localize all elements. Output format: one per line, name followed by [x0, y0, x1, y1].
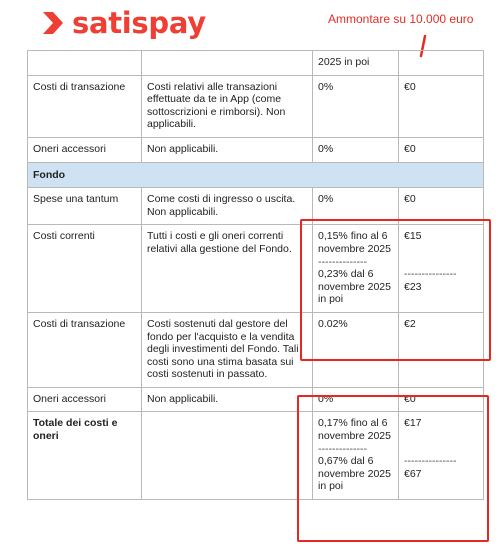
row-label: Totale dei costi e oneri [28, 412, 142, 500]
row-label: Costi correnti [28, 225, 142, 313]
amount-until: €15 [404, 230, 422, 243]
row-amount: €0 [399, 75, 484, 137]
table-row [28, 75, 484, 137]
amount-until: €17 [404, 417, 422, 430]
percent-until: 0,17% fino al 6 novembre 2025 [318, 417, 391, 443]
table-row [28, 51, 484, 76]
row-description: Costi sostenuti dal gestore del fondo per l'acquisto e la vendita degli investimenti del Fondo. Tali costi sono una stima basata sui costi sostenuti in passato. [142, 312, 313, 387]
row-description [142, 412, 313, 500]
row-amount: €0 [399, 188, 484, 225]
satispay-logo-icon [40, 8, 66, 38]
row-percent: 0% [313, 137, 399, 162]
amount-annotation: Ammontare su 10.000 euro [328, 12, 474, 26]
section-label: Fondo [28, 162, 484, 188]
row-amount [399, 412, 484, 500]
row-description: Tutti i costi e gli oneri correnti relativi alla gestione del Fondo. [142, 225, 313, 313]
row-percent: 0.02% [313, 312, 399, 387]
table-row [28, 225, 484, 313]
amount-from: €67 [404, 467, 422, 480]
row-amount [399, 225, 484, 313]
row-percent [313, 412, 399, 500]
amount-separator: --------------- [404, 267, 457, 280]
row-percent: 0% [313, 75, 399, 137]
row-description: Come costi di ingresso o uscita. Non applicabili. [142, 188, 313, 225]
row-percent: 0% [313, 387, 399, 412]
row-amount: €0 [399, 387, 484, 412]
percent-from: 0,67% dal 6 novembre 2025 in poi [318, 455, 391, 493]
table-row [28, 312, 484, 387]
row-percent [313, 225, 399, 313]
row-amount: €2 [399, 312, 484, 387]
amount-from: €23 [404, 280, 422, 293]
table-cell [142, 51, 313, 76]
table-row [28, 188, 484, 225]
table-cell [28, 51, 142, 76]
table-row-total [28, 412, 484, 500]
table-cell: 2025 in poi [313, 51, 399, 76]
row-amount: €0 [399, 137, 484, 162]
table-row [28, 387, 484, 412]
row-label: Oneri accessori [28, 387, 142, 412]
row-label: Costi di transazione [28, 75, 142, 137]
row-label: Costi di transazione [28, 312, 142, 387]
brand-name: satispay [72, 5, 206, 40]
amount-separator: --------------- [404, 455, 457, 468]
row-description: Costi relativi alle transazioni effettuate da te in App (come sottoscrizioni e rimborsi). Non applicabili. [142, 75, 313, 137]
row-description: Non applicabili. [142, 387, 313, 412]
percent-separator: -------------- [318, 442, 367, 455]
satispay-logo [40, 6, 206, 40]
row-label: Oneri accessori [28, 137, 142, 162]
section-header-fund [28, 162, 484, 188]
percent-until: 0,15% fino al 6 novembre 2025 [318, 230, 391, 255]
row-label: Spese una tantum [28, 188, 142, 225]
percent-separator: -------------- [318, 255, 367, 268]
row-percent: 0% [313, 188, 399, 225]
table-cell [399, 51, 484, 76]
table-row [28, 137, 484, 162]
costs-table [27, 50, 484, 500]
percent-from: 0,23% dal 6 novembre 2025 in poi [318, 268, 391, 306]
row-description: Non applicabili. [142, 137, 313, 162]
